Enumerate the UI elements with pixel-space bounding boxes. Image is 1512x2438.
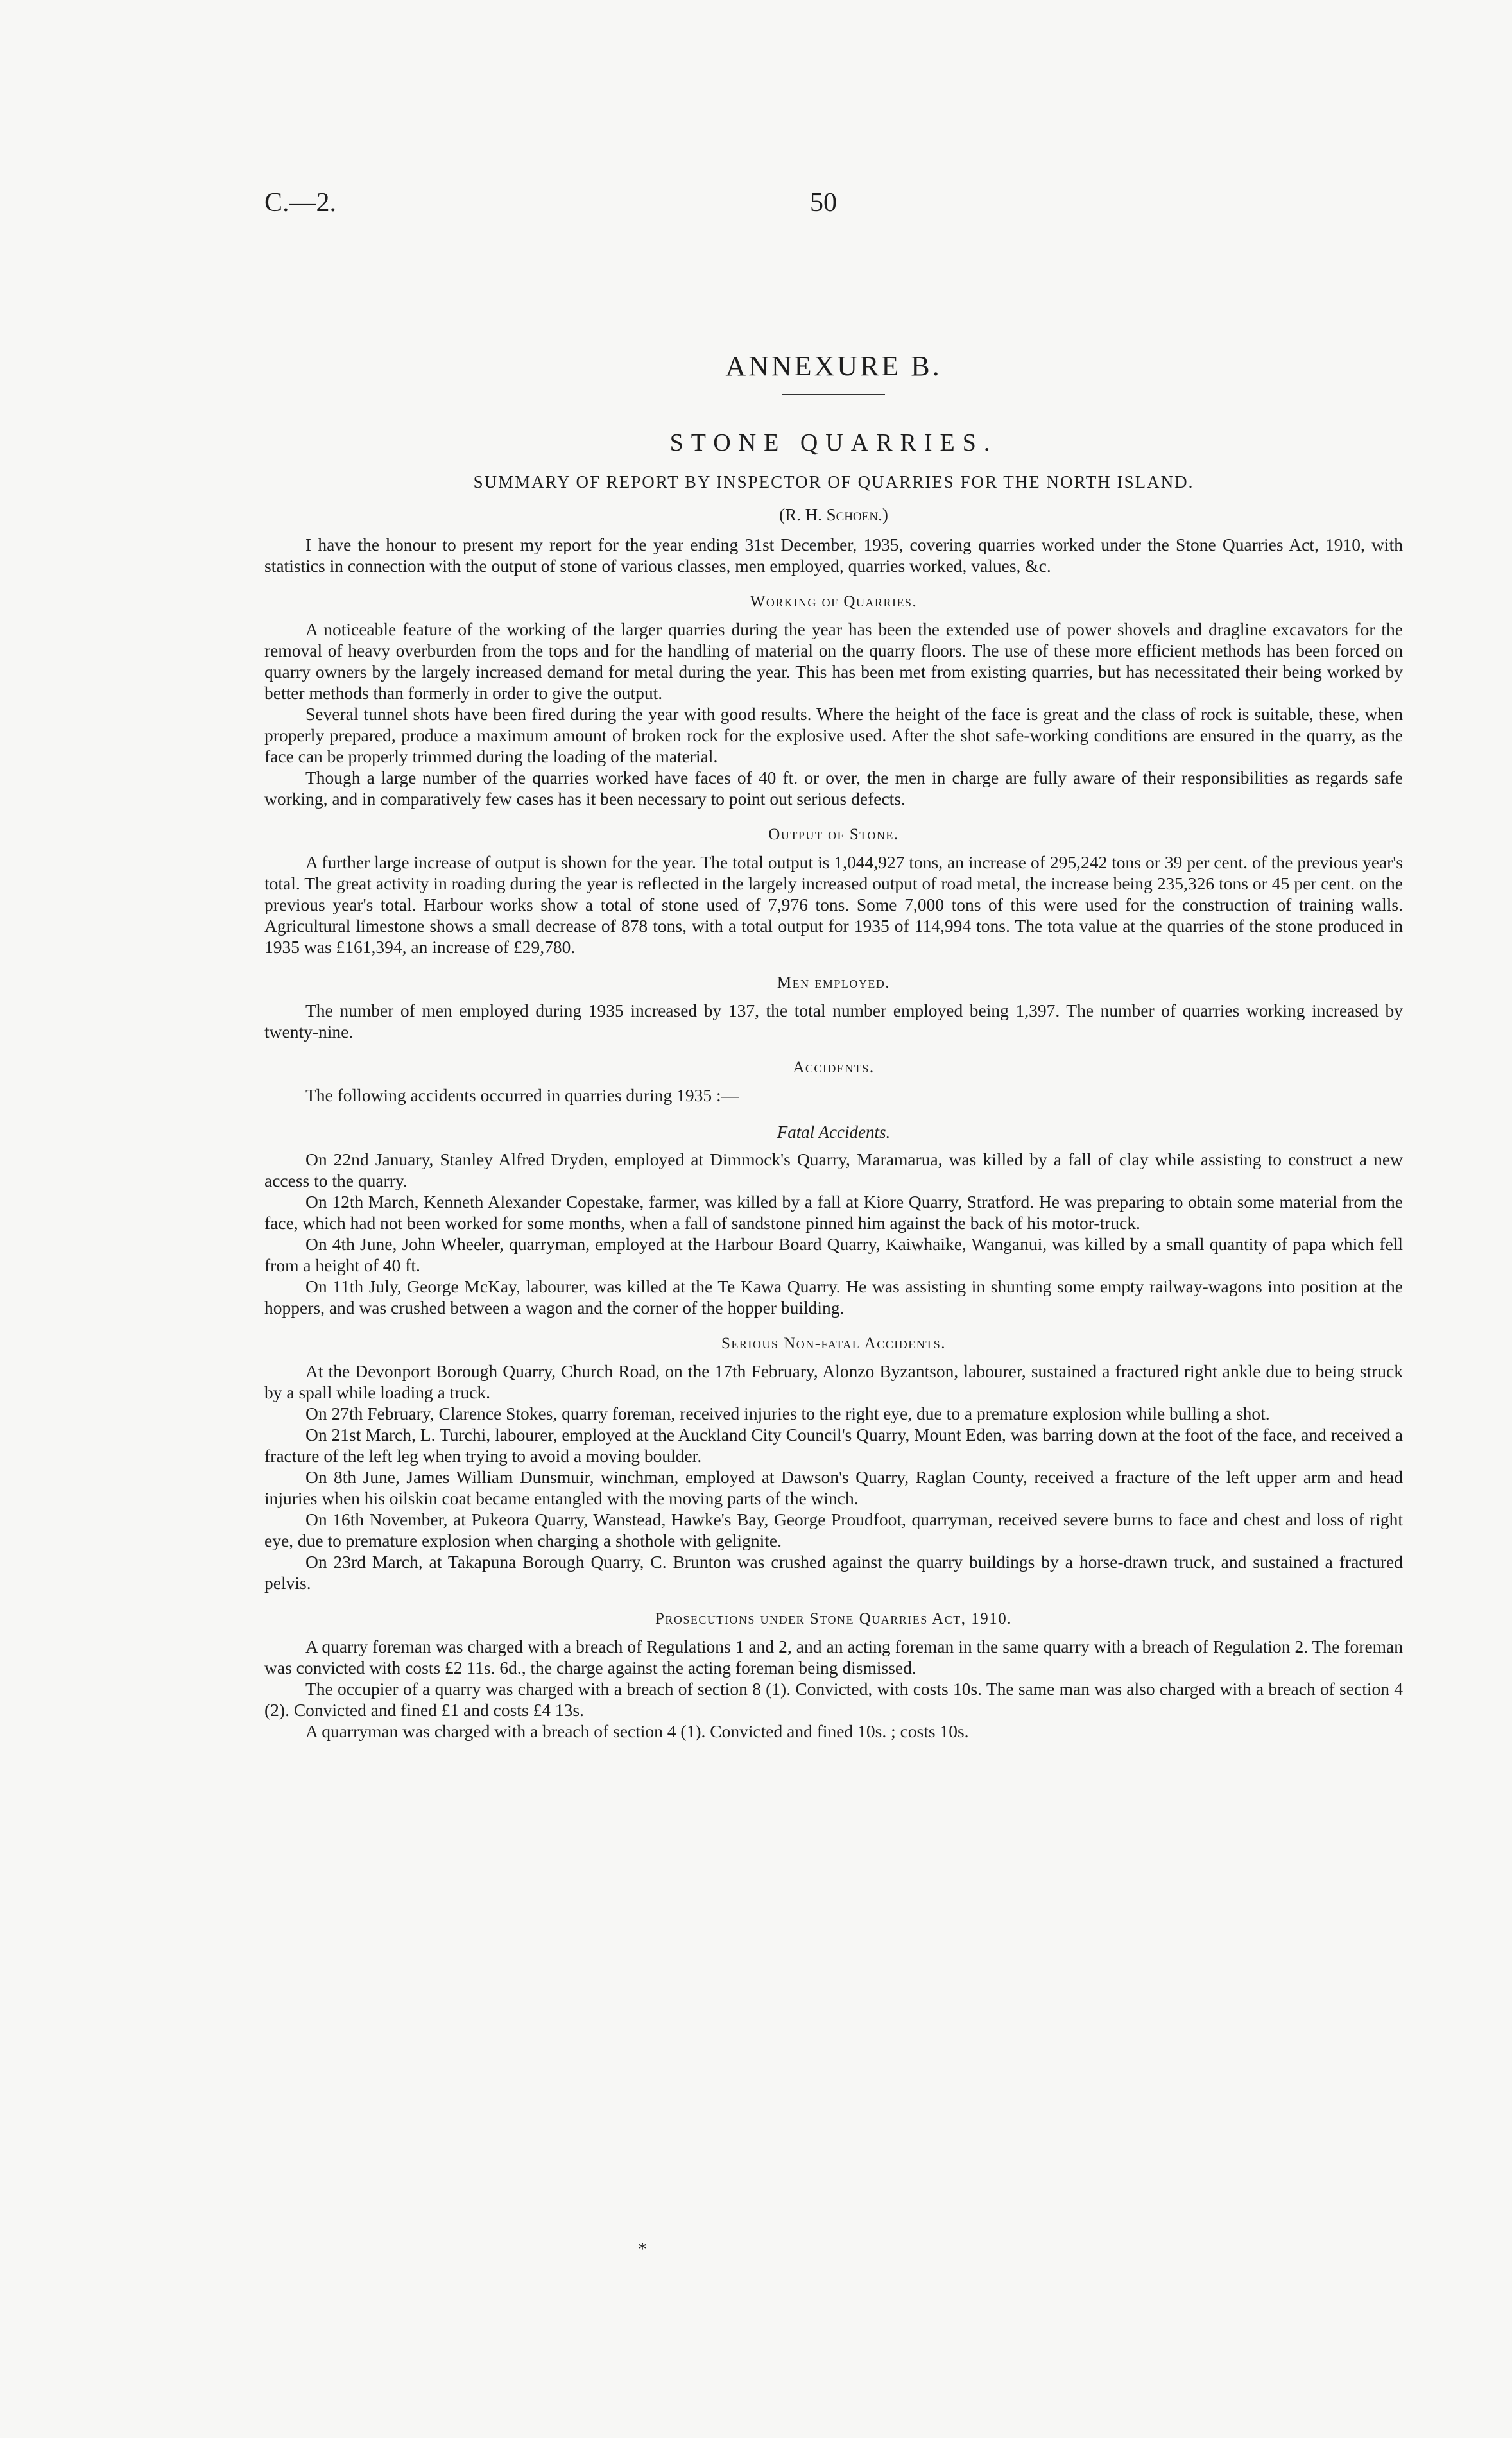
section-heading-output: Output of Stone. — [768, 826, 899, 843]
serious-accident-paragraph: On 16th November, at Pukeora Quarry, Wanstead, Hawke's Bay, George Proudfoot, quarryman, received severe burns to face and chest and loss of right eye, due to premature explosion when charging a shothole with gelignite. — [264, 1509, 1403, 1550]
men-employed-paragraph: The number of men employed during 1935 increased by 137, the total number employed being 1,397. The number of quarries working increased by twenty-nine. — [264, 1000, 1403, 1042]
document-title: STONE QUARRIES. — [669, 429, 998, 456]
prosecution-paragraph: A quarryman was charged with a breach of section 4 (1). Convicted and fined 10s. ; costs 10s. — [305, 1721, 969, 1741]
author-close: .) — [878, 505, 888, 524]
annexure-heading: ANNEXURE B. — [725, 350, 942, 382]
serious-accident-paragraph: On 8th June, James William Dunsmuir, winchman, employed at Dawson's Quarry, Raglan County, received a fracture of the left upper arm and head injuries when his oilskin coat became entangled with the moving parts of the winch. — [264, 1467, 1403, 1508]
main-column — [264, 350, 1403, 1742]
subheading-fatal-accidents: Fatal Accidents. — [777, 1122, 891, 1142]
serious-accident-paragraph: On 27th February, Clarence Stokes, quarry foreman, received injuries to the right eye, due to a premature explosion while bulling a shot. — [305, 1404, 1270, 1423]
author-name: Schoen — [826, 505, 879, 524]
subheading-serious-accidents: Serious Non-fatal Accidents. — [721, 1335, 946, 1352]
fatal-accident-paragraph: On 12th March, Kenneth Alexander Copestake, farmer, was killed by a fall at Kiore Quarry, Stratford. He was preparing to obtain some material from the face, which had not been worked for some months, when a fall of sandstone pinned him against the back of his motor-truck. — [264, 1192, 1403, 1233]
document-reference: C.—2. — [264, 188, 337, 218]
fatal-accident-paragraph: On 4th June, John Wheeler, quarryman, employed at the Harbour Board Quarry, Kaiwhaike, Wanganui, was killed by a small quantity of papa which fell from a height of 40 ft. — [264, 1234, 1403, 1275]
working-paragraph: A noticeable feature of the working of the larger quarries during the year has been the extended use of power shovels and dragline excavators for the removal of heavy overburden from the tops and for the handling of material on the quarry floors. The use of these more efficient methods has been forced on quarry owners by the largely increased demand for metal during the year. This has been met from existing quarries, but has necessitated their being worked by better methods than formerly in order to give the output. — [264, 619, 1403, 703]
prosecution-paragraph: The occupier of a quarry was charged with a breach of section 8 (1). Convicted, with costs 10s. The same man was also charged with a breach of section 4 (2). Convicted and fined £1 and costs £4 13s. — [264, 1679, 1403, 1720]
serious-accident-paragraph: At the Devonport Borough Quarry, Church Road, on the 17th February, Alonzo Byzantson, labourer, sustained a fractured right ankle due to being struck by a spall while loading a truck. — [264, 1361, 1403, 1402]
printer-mark: * — [638, 2240, 647, 2260]
section-heading-prosecutions: Prosecutions under Stone Quarries Act, 1910. — [655, 1610, 1012, 1627]
page-number: 50 — [810, 188, 837, 218]
section-heading-men-employed: Men employed. — [777, 974, 891, 992]
fatal-accident-paragraph: On 22nd January, Stanley Alfred Dryden, employed at Dimmock's Quarry, Maramarua, was killed by a fall of clay while assisting to construct a new access to the quarry. — [264, 1149, 1403, 1190]
title-divider — [782, 394, 885, 395]
working-paragraph: Several tunnel shots have been fired during the year with good results. Where the height of the face is great and the class of rock is suitable, these, when properly prepared, produce a maximum amount of broken rock for the explosive used. After the shot safe-working conditions are ensured in the quarry, as the face can be properly trimmed during the loading of the material. — [264, 704, 1403, 766]
document-subtitle: SUMMARY OF REPORT BY INSPECTOR OF QUARRIES FOR THE NORTH ISLAND. — [473, 472, 1194, 492]
serious-accident-paragraph: On 23rd March, at Takapuna Borough Quarry, C. Brunton was crushed against the quarry buildings by a horse-drawn truck, and sustained a fractured pelvis. — [264, 1552, 1403, 1593]
output-paragraph: A further large increase of output is shown for the year. The total output is 1,044,927 tons, an increase of 295,242 tons or 39 per cent. of the previous year's total. The great activity in roading during the year is reflected in the largely increased output of road metal, the increase being 235,326 tons or 45 per cent. on the previous year's total. Harbour works show a total of stone used of 7,976 tons. Some 7,000 tons of this were used for the construction of training walls. Agricultural limestone shows a small decrease of 878 tons, with a total output for 1935 of 114,994 tons. The tota value at the quarries of the stone produced in 1935 was £161,394, an increase of £29,780. — [264, 852, 1403, 957]
section-heading-accidents: Accidents. — [793, 1059, 875, 1076]
serious-accident-paragraph: On 21st March, L. Turchi, labourer, employed at the Auckland City Council's Quarry, Mount Eden, was barring down at the foot of the face, and received a fracture of the left leg when trying to avoid a moving boulder. — [264, 1425, 1403, 1466]
section-heading-working: Working of Quarries. — [750, 593, 918, 610]
accidents-intro: The following accidents occurred in quarries during 1935 :— — [305, 1085, 739, 1105]
author-open: (R. H. — [779, 505, 827, 524]
fatal-accident-paragraph: On 11th July, George McKay, labourer, was killed at the Te Kawa Quarry. He was assisting in shunting some empty railway-wagons into position at the hoppers, and was crushed between a wagon and the corner of the hopper building. — [264, 1276, 1403, 1318]
prosecution-paragraph: A quarry foreman was charged with a breach of Regulations 1 and 2, and an acting foreman in the same quarry with a breach of Regulation 2. The foreman was convicted with costs £2 11s. 6d., the charge against the acting foreman being dismissed. — [264, 1636, 1403, 1678]
intro-paragraph: I have the honour to present my report for the year ending 31st December, 1935, covering quarries worked under the Stone Quarries Act, 1910, with statistics in connection with the output of stone of various classes, men employed, quarries worked, values, &c. — [264, 535, 1403, 576]
working-paragraph: Though a large number of the quarries worked have faces of 40 ft. or over, the men in charge are fully aware of their responsibilities as regards safe working, and in comparatively few cases has it been necessary to point out serious defects. — [264, 768, 1403, 809]
author-line — [264, 505, 1403, 525]
